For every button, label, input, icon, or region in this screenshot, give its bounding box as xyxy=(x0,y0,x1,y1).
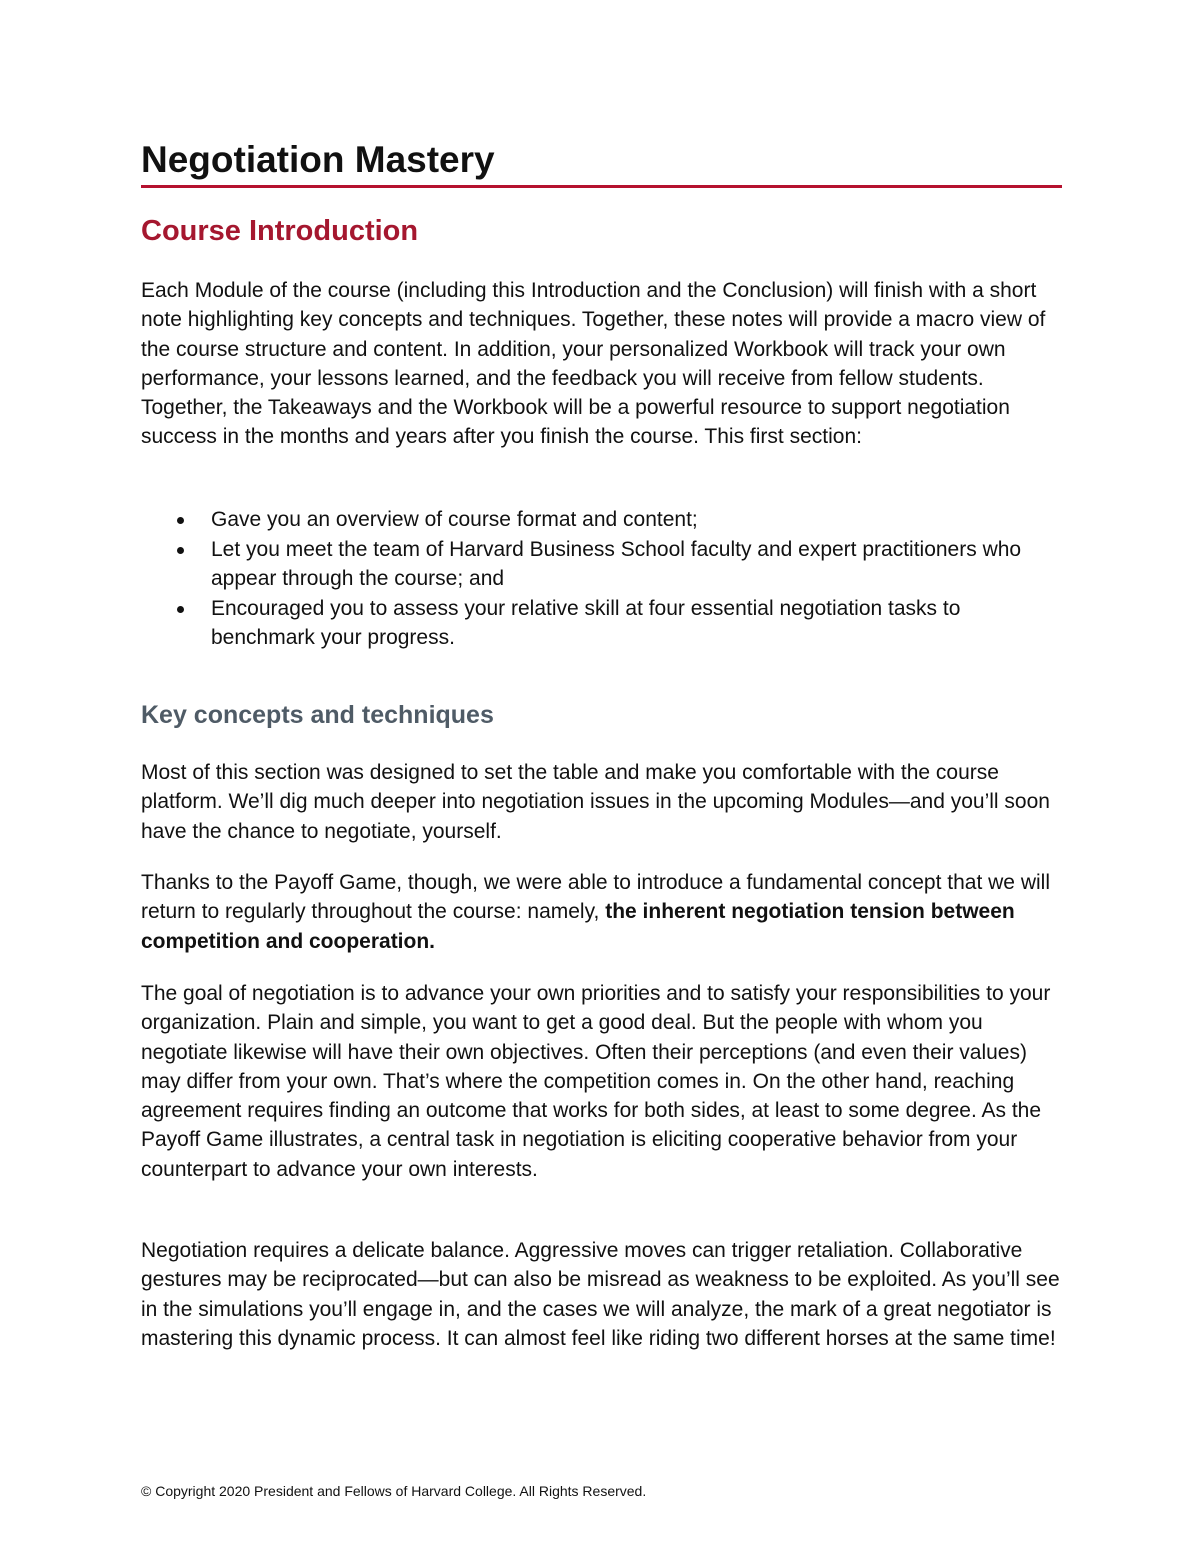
document-page xyxy=(141,0,1062,1553)
intro-paragraph: Each Module of the course (including this Introduction and the Conclusion) will finish with a short note highlighting key concepts and techniques. Together, these notes will provide a macro view of the course structure and content. In addition, your personalized Workbook will track your own performance, your lessons learned, and the feedback you will receive from fellow students. Together, the Takeaways and the Workbook will be a powerful resource to support negotiation success in the months and years after you finish the course. This first section: xyxy=(141,279,1046,449)
paragraph-payoff-game xyxy=(141,868,1062,956)
section-title: Course Introduction xyxy=(141,215,419,247)
list-item xyxy=(141,594,1062,653)
list-item-text: Gave you an overview of course format and content; xyxy=(211,508,698,531)
bullet-icon xyxy=(177,547,184,554)
bullet-icon xyxy=(177,606,184,613)
bullet-icon xyxy=(177,517,184,524)
paragraph-delicate-balance: Negotiation requires a delicate balance. Aggressive moves can trigger retaliation. Collaborative gestures may be reciprocated—but can also be misread as weakness to be exploited. As you’ll see in the simulations you’ll engage in, and the cases we will analyze, the mark of a great negotiator is mastering this dynamic process. It can almost feel like riding two different horses at the same time! xyxy=(141,1239,1060,1350)
copyright-footer: © Copyright 2020 President and Fellows of Harvard College. All Rights Reserved. xyxy=(141,1483,647,1499)
subsection-title: Key concepts and techniques xyxy=(141,701,494,729)
bullet-list xyxy=(141,505,1062,653)
title-divider xyxy=(141,185,1062,188)
list-item xyxy=(141,535,1062,594)
list-item-text: Let you meet the team of Harvard Business School faculty and expert practitioners who appear through the course; and xyxy=(211,537,1022,590)
list-item xyxy=(141,505,1062,535)
paragraph-goal-of-negotiation: The goal of negotiation is to advance your own priorities and to satisfy your responsibilities to your organization. Plain and simple, you want to get a good deal. But the people with whom you negotiate likewise will have their own objectives. Often their perceptions (and even their values) may differ from your own. That’s where the competition comes in. On the other hand, reaching agreement requires finding an outcome that works for both sides, at least to some degree. As the Payoff Game illustrates, a central task in negotiation is eliciting cooperative behavior from your counterpart to advance your own interests. xyxy=(141,982,1051,1181)
document-title: Negotiation Mastery xyxy=(141,139,495,180)
key-concept-emphasis: the inherent negotiation tension between competition and cooperation. xyxy=(141,900,1015,953)
paragraph-course-platform: Most of this section was designed to set the table and make you comfortable with the course platform. We’ll dig much deeper into negotiation issues in the upcoming Modules—and you’ll soon have the chance to negotiate, yourself. xyxy=(141,761,1050,843)
paragraph-payoff-game-text: Thanks to the Payoff Game, though, we were able to introduce a fundamental concept that we will return to regularly throughout the course: namely, xyxy=(141,871,1050,924)
list-item-text: Encouraged you to assess your relative skill at four essential negotiation tasks to benchmark your progress. xyxy=(211,596,961,649)
